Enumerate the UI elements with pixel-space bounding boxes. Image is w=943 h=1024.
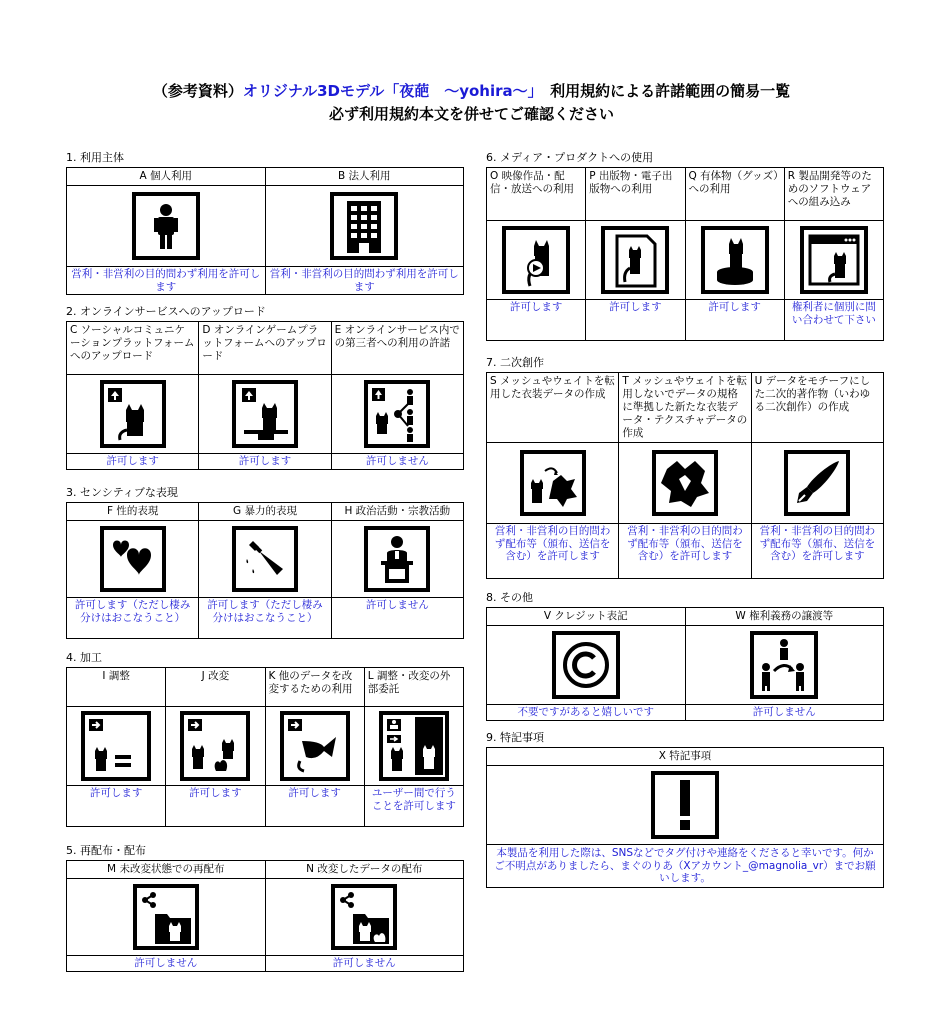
hearts-icon [100,526,166,592]
permission-text: 許可します [238,455,292,467]
publication-icon [601,226,669,294]
page-title [0,80,943,101]
exclamation-icon [651,771,719,839]
transfer-icon [750,631,818,699]
column-header: N 改変したデータの配布 [306,863,423,875]
license-table [486,167,884,341]
video-icon [502,226,570,294]
license-table [66,321,464,470]
modify-icon [180,711,250,781]
title-product-name: オリジナル3Dモデル「夜葩 〜yohira〜」 [242,82,536,100]
permission-text: 営利・非営利の目的問わず利用を許可します [269,268,459,293]
section-title: 9. 特記事項 [486,731,544,744]
permission-text: 営利・非営利の目的問わず配布等（頒布、送信を含む）を許可します [759,525,876,562]
outfit-reuse-icon [520,450,586,516]
column-header: T メッシュやウェイトを転用しないでデータの規格に準拠した新たな衣装データ・テクスチャデータの作成 [622,375,748,439]
permission-text: 営利・非営利の目的問わず配布等（頒布、送信を含む）を許可します [627,525,743,562]
section-online-upload [66,305,464,470]
section-sensitive [66,486,464,639]
column-header: H 政治活動・宗教活動 [344,505,451,517]
share-people-icon [364,380,430,448]
pen-icon [784,450,850,516]
section-redistribution [66,844,464,972]
title-prefix: （参考資料） [152,82,243,100]
figure-icon [701,226,769,294]
license-table [486,372,884,579]
column-header: Q 有体物（グッズ）への利用 [688,170,779,195]
section-derivative-works [486,356,884,579]
column-header: I 調整 [102,670,130,682]
column-header: A 個人利用 [139,170,193,182]
permission-text: 許可しません [134,957,198,969]
permission-text: 許可します [708,301,761,313]
column-header: F 性的表現 [106,505,159,517]
section-special-notes [486,731,884,888]
permission-text: 不要ですがあると嬉しいです [517,706,654,718]
license-table [66,667,464,827]
section-title: 7. 二次創作 [486,356,544,369]
share-folder-icon [133,884,199,950]
column-header: U データをモチーフにした二次的著作物（いわゆる二次創作）の作成 [754,375,871,413]
permission-text: 許可します [609,301,662,313]
page-subtitle: 必ず利用規約本文を併せてご確認ください [328,105,614,123]
permission-text: 許可しません [332,957,396,969]
outsource-icon [379,711,449,781]
column-header: D オンラインゲームプラットフォームへのアップロード [202,324,327,362]
column-header: J 改変 [201,670,230,682]
adjust-icon [81,711,151,781]
column-header: V クレジット表記 [543,610,628,622]
permission-text: 営利・非営利の目的問わず利用を許可します [71,268,261,293]
permission-text: ユーザー間で行うことを許可します [371,787,456,812]
section-media-products [486,151,884,341]
section-title: 6. メディア・プロダクトへの使用 [486,151,654,164]
permission-text: 許可します [89,787,143,799]
permission-text: 許可します [509,301,563,313]
permission-text: 許可します [288,787,341,799]
license-table [66,860,464,972]
upload-social-icon [100,380,166,448]
outfit-icon [652,450,718,516]
section-usage-subject [66,151,464,295]
section-title: 4. 加工 [66,651,102,664]
permission-text: 許可します（ただし棲み分けはおこなうこと） [74,599,191,624]
permission-text: 許可します [106,455,159,467]
podium-icon [364,526,430,592]
column-header: S メッシュやウェイトを転用した衣装データの作成 [490,375,615,400]
column-header: O 映像作品・配信・放送への利用 [490,170,574,195]
upload-game-icon [232,380,298,448]
permission-text: 許可しません [365,455,429,467]
share-modified-folder-icon [331,884,397,950]
permission-text: 営利・非営利の目的問わず配布等（頒布、送信を含む）を許可します [494,525,611,562]
special-notes-text: 本製品を利用した際は、SNSなどでタグ付けや連絡をくださると幸いです。何かご不明点がありましたら、まぐのりあ（Xアカウント_@magnolia_vr）までお願いします。 [494,847,876,884]
column-header: G 暴力的表現 [233,505,297,517]
section-processing [66,651,464,827]
copyright-icon [552,631,620,699]
column-header: L 調整・改変の外部委託 [367,670,451,695]
section-other [486,591,884,721]
section-title: 1. 利用主体 [66,151,124,164]
section-title: 5. 再配布・配布 [66,844,146,857]
column-header: W 権利義務の譲渡等 [735,610,834,622]
data-morph-icon [280,711,350,781]
section-title: 3. センシティブな表現 [66,486,178,499]
license-table [66,502,464,639]
column-header: B 法人利用 [337,170,391,182]
permission-text: 権利者に個別に問い合わせて下さい [791,301,876,326]
building-icon [330,192,398,260]
column-header: C ソーシャルコミュニケーションプラットフォームへのアップロード [70,324,195,362]
permission-text: 許可します（ただし棲み分けはおこなうこと） [207,599,323,624]
software-icon [800,226,868,294]
column-header: M 未改変状態での再配布 [107,863,225,875]
column-header: P 出版物・電子出版物への利用 [589,170,673,195]
license-table [486,747,884,888]
permission-text: 許可しません [752,706,816,718]
person-icon [132,192,200,260]
title-suffix: 利用規約による許諾範囲の簡易一覧 [535,82,791,100]
column-header: X 特記事項 [658,750,712,762]
column-header: R 製品開発等のためのソフトウェアへの組み込み [787,170,872,208]
license-table [486,607,884,721]
section-title: 2. オンラインサービスへのアップロード [66,305,266,318]
column-header: K 他のデータを改変するための利用 [268,670,353,695]
permission-text: 許可しません [365,599,429,611]
permission-text: 許可します [189,787,242,799]
column-header: E オンラインサービス内での第三者への利用の許諾 [334,324,460,349]
license-table [66,167,464,295]
knife-icon [232,526,298,592]
section-title: 8. その他 [486,591,533,604]
